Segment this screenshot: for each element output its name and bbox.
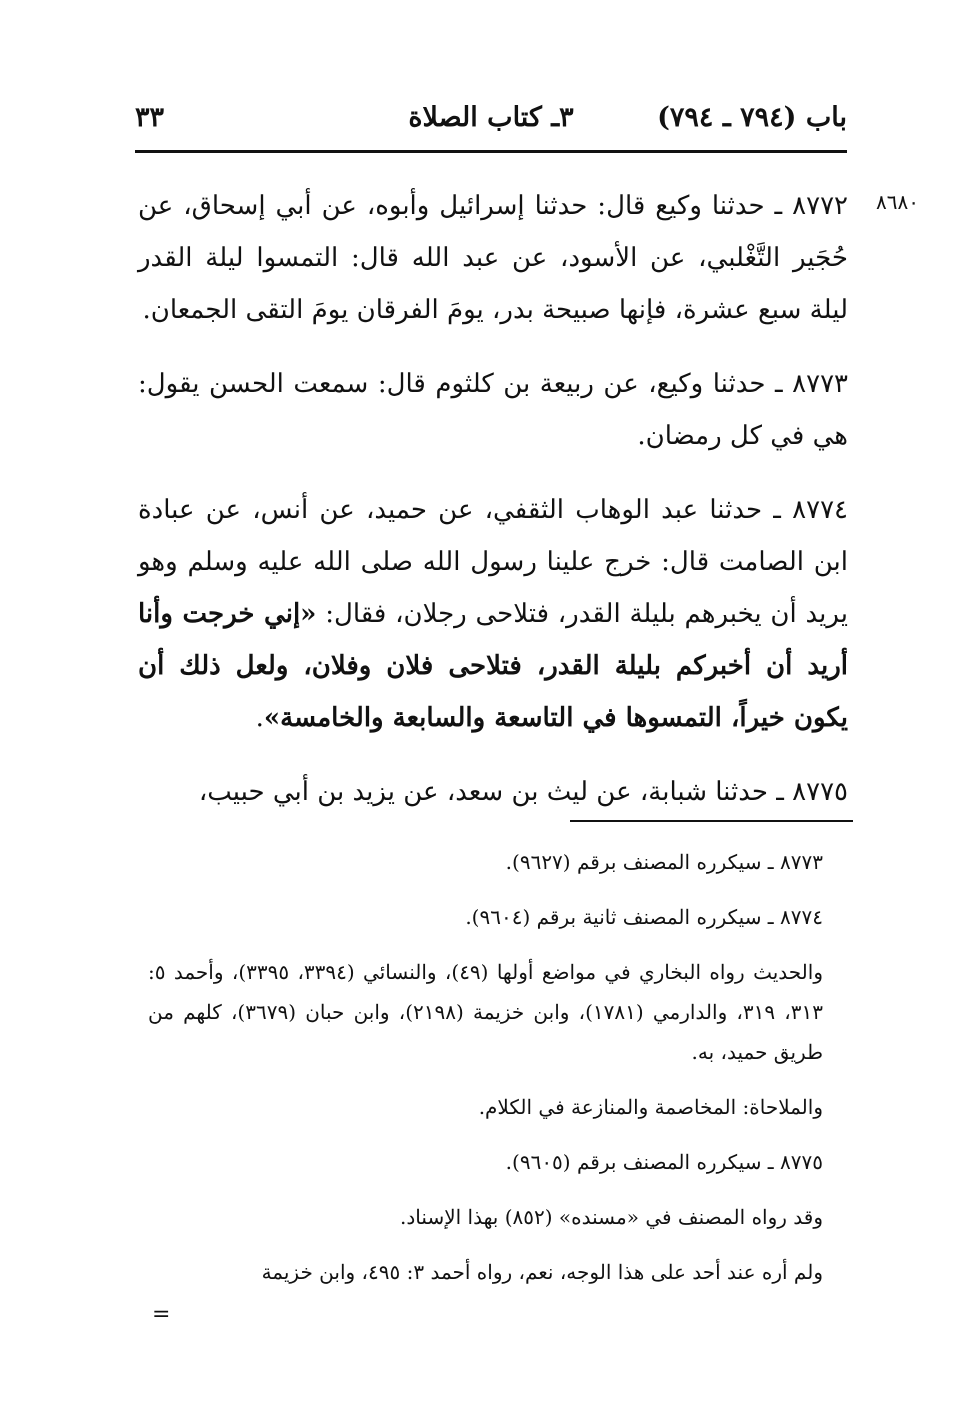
header-rule bbox=[135, 150, 847, 153]
book-title: ٣ـ كتاب الصلاة bbox=[408, 102, 574, 133]
footnote-8773: ٨٧٧٣ ـ سيكرره المصنف برقم (٩٦٢٧). bbox=[505, 850, 823, 874]
footnote-8775-musnad: وقد رواه المصنف في «مسنده» (٨٥٢) بهذا الإسناد. bbox=[400, 1205, 823, 1229]
main-text bbox=[138, 180, 848, 840]
hadith-8774-end: . bbox=[255, 703, 264, 733]
hadith-8772: ٨٧٧٢ ـ حدثنا وكيع قال: حدثنا إسرائيل وأبوه، عن أبي إسحاق، عن حُجَير التَّغْلبي، عن الأسود، عن عبد الله قال: التمسوا ليلة القدر ليلة سبع عشرة، فإنها صبيحة بدر، يومَ الفرقان يومَ التقى الجمعان. bbox=[138, 191, 848, 325]
hadith-8773: ٨٧٧٣ ـ حدثنا وكيع، عن ربيعة بن كلثوم قال: سمعت الحسن يقول: هي في كل رمضان. bbox=[138, 369, 848, 451]
footnote-8775: ٨٧٧٥ ـ سيكرره المصنف برقم (٩٦٠٥). bbox=[505, 1150, 823, 1174]
footnote-separator bbox=[570, 820, 853, 822]
chapter-heading: باب (٧٩٤ ـ ٧٩٤) bbox=[657, 102, 847, 133]
footnote-8774: ٨٧٧٤ ـ سيكرره المصنف ثانية برقم (٩٦٠٤). bbox=[465, 905, 823, 929]
running-header bbox=[135, 96, 847, 152]
continuation-mark: = bbox=[152, 1302, 171, 1327]
footnote-8774-sources: والحديث رواه البخاري في مواضع أولها (٤٩)، والنسائي (٣٣٩٤، ٣٣٩٥)، وأحمد ٥: ٣١٣، ٣١٩، والدارمي (١٧٨١)، وابن خزيمة (٢١٩٨)، وابن حبان (٣٦٧٩)، كلهم من طريق حميد، به. bbox=[148, 960, 823, 1064]
hadith-8775: ٨٧٧٥ ـ حدثنا شبابة، عن ليث بن سعد، عن يزيد بن أبي حبيب، bbox=[198, 777, 848, 807]
page-number: ٣٣ bbox=[135, 102, 165, 133]
hadith-8774 bbox=[138, 484, 848, 744]
footnotes bbox=[148, 842, 823, 1307]
margin-reference-number: ٨٦٨٠ bbox=[876, 190, 919, 214]
hadith-8774-quote: «إني خرجت وأنا أريد أن أخبركم بليلة القدر، فتلاحى فلان وفلان، ولعل ذلك أن يكون خيراً، التمسوها في التاسعة والسابعة والخامسة» bbox=[138, 599, 848, 733]
hadith-8774-text: ٨٧٧٤ ـ حدثنا عبد الوهاب الثقفي، عن حميد، عن أنس، عن عبادة ابن الصامت قال: خرج علينا رسول الله صلى الله عليه وسلم وهو يريد أن يخبرهم بليلة القدر، فتلاحى رجلان، فقال: bbox=[138, 495, 848, 629]
footnote-definition: والملاحاة: المخاصمة والمنازعة في الكلام. bbox=[478, 1095, 823, 1119]
footnote-8775-note: ولم أره عند أحد على هذا الوجه، نعم، رواه أحمد ٣: ٤٩٥، وابن خزيمة bbox=[261, 1260, 823, 1284]
